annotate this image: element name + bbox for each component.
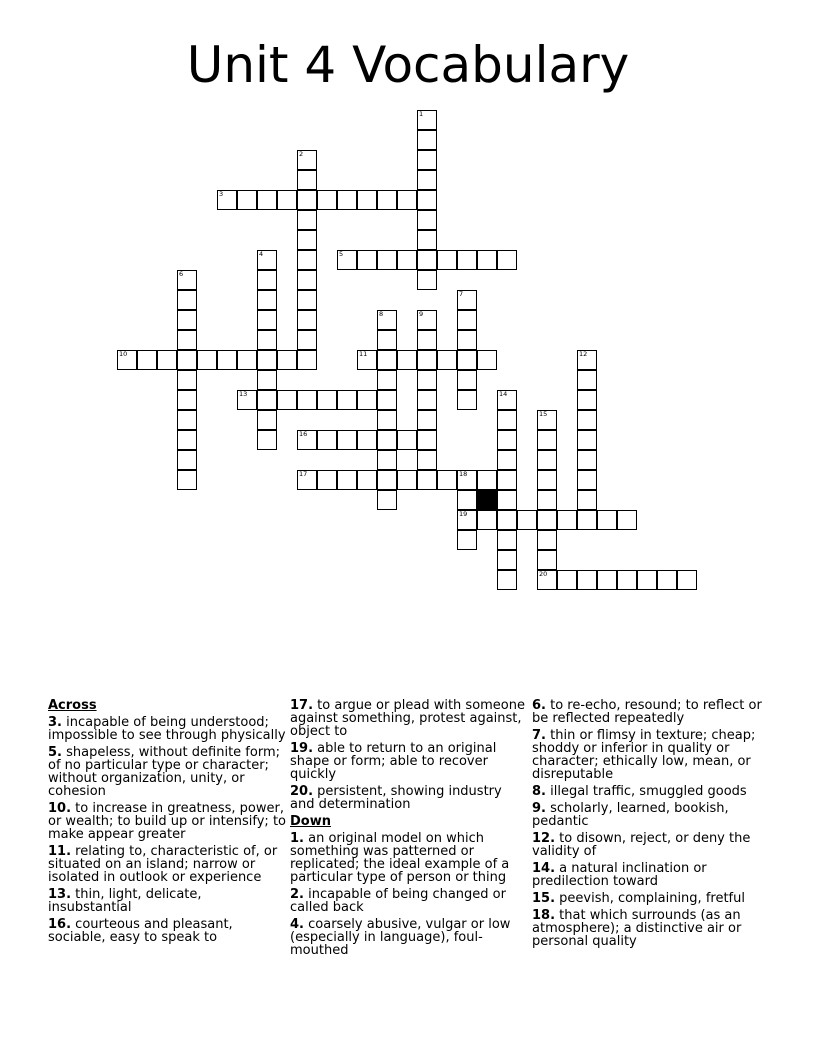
grid-cell — [217, 350, 237, 370]
grid-cell — [377, 330, 397, 350]
clue-across-13: 13. thin, light, delicate, insubstantial — [48, 887, 202, 915]
grid-cell — [137, 350, 157, 370]
grid-cell — [537, 490, 557, 510]
grid-cell — [377, 390, 397, 410]
grid-number-12: 12 — [579, 350, 588, 358]
grid-cell — [557, 570, 577, 590]
grid-cell — [197, 350, 217, 370]
grid-cell — [157, 350, 177, 370]
grid-cell — [257, 430, 277, 450]
grid-number-1: 1 — [419, 110, 424, 118]
grid-cell — [317, 470, 337, 490]
grid-cell — [417, 350, 437, 370]
clue-across-3: 3. incapable of being understood; impossible to see through physically — [48, 715, 286, 743]
grid-cell — [617, 510, 637, 530]
grid-cell — [497, 430, 517, 450]
grid-cell — [417, 410, 437, 430]
grid-cell — [177, 370, 197, 390]
grid-cell — [177, 470, 197, 490]
grid-cell — [577, 570, 597, 590]
grid-cell — [177, 290, 197, 310]
grid-cell — [297, 310, 317, 330]
grid-cell — [417, 210, 437, 230]
grid-cell — [417, 370, 437, 390]
grid-cell — [457, 490, 477, 510]
grid-cell — [537, 450, 557, 470]
grid-cell — [497, 530, 517, 550]
grid-cell — [257, 310, 277, 330]
grid-cell — [257, 330, 277, 350]
grid-cell — [297, 350, 317, 370]
grid-cell — [557, 510, 577, 530]
grid-cell — [437, 350, 457, 370]
grid-cell — [297, 170, 317, 190]
clue-across-11: 11. relating to, characteristic of, or situated on an island; narrow or isolated in outlook or experience — [48, 844, 278, 885]
grid-cell — [577, 410, 597, 430]
grid-cell — [457, 370, 477, 390]
clue-down-2: 2. incapable of being changed or called back — [290, 887, 506, 915]
grid-number-11: 11 — [359, 350, 368, 358]
grid-cell — [377, 370, 397, 390]
grid-cell — [357, 390, 377, 410]
grid-cell — [277, 190, 297, 210]
clue-down-8: 8. illegal traffic, smuggled goods — [532, 784, 747, 799]
down-heading: Down — [290, 814, 331, 829]
grid-cell — [497, 410, 517, 430]
grid-cell — [597, 570, 617, 590]
grid-number-14: 14 — [499, 390, 508, 398]
clue-down-18: 18. that which surrounds (as an atmosphere); a distinctive air or personal quality — [532, 908, 742, 949]
grid-cell-blocked — [477, 490, 497, 510]
grid-cell — [657, 570, 677, 590]
clue-column-1 — [48, 699, 288, 948]
grid-number-9: 9 — [419, 310, 424, 318]
grid-cell — [397, 190, 417, 210]
grid-cell — [397, 350, 417, 370]
grid-cell — [477, 350, 497, 370]
grid-cell — [417, 330, 437, 350]
clue-across-17: 17. to argue or plead with someone against something, protest against, object to — [290, 698, 525, 739]
grid-cell — [577, 510, 597, 530]
clue-down-7: 7. thin or flimsy in texture; cheap; shoddy or inferior in quality or character; ethically low, mean, or disreputable — [532, 728, 756, 782]
clue-across-20: 20. persistent, showing industry and determination — [290, 784, 502, 812]
clue-down-9: 9. scholarly, learned, bookish, pedantic — [532, 801, 729, 829]
grid-number-19: 19 — [459, 510, 468, 518]
grid-cell — [257, 270, 277, 290]
clue-down-15: 15. peevish, complaining, fretful — [532, 891, 745, 906]
grid-number-17: 17 — [299, 470, 308, 478]
grid-number-15: 15 — [539, 410, 548, 418]
grid-cell — [177, 310, 197, 330]
grid-cell — [537, 530, 557, 550]
grid-number-8: 8 — [379, 310, 384, 318]
grid-cell — [377, 490, 397, 510]
grid-cell — [337, 430, 357, 450]
grid-cell — [257, 190, 277, 210]
grid-cell — [537, 550, 557, 570]
grid-cell — [257, 370, 277, 390]
grid-cell — [377, 450, 397, 470]
grid-cell — [577, 470, 597, 490]
grid-cell — [177, 410, 197, 430]
grid-cell — [457, 330, 477, 350]
grid-cell — [517, 510, 537, 530]
clue-down-12: 12. to disown, reject, or deny the validity of — [532, 831, 751, 859]
grid-cell — [537, 470, 557, 490]
grid-cell — [677, 570, 697, 590]
grid-cell — [297, 330, 317, 350]
grid-cell — [437, 250, 457, 270]
grid-cell — [417, 170, 437, 190]
grid-cell — [357, 430, 377, 450]
grid-cell — [457, 390, 477, 410]
grid-cell — [297, 210, 317, 230]
grid-cell — [497, 570, 517, 590]
grid-cell — [317, 430, 337, 450]
grid-cell — [237, 190, 257, 210]
grid-cell — [497, 450, 517, 470]
grid-number-16: 16 — [299, 430, 308, 438]
grid-number-4: 4 — [259, 250, 264, 258]
grid-cell — [377, 470, 397, 490]
grid-cell — [417, 470, 437, 490]
grid-cell — [397, 430, 417, 450]
grid-cell — [577, 370, 597, 390]
grid-cell — [477, 510, 497, 530]
clue-across-5: 5. shapeless, without definite form; of no particular type or character; without organization, unity, or cohesion — [48, 745, 280, 799]
grid-cell — [477, 250, 497, 270]
grid-cell — [617, 570, 637, 590]
grid-cell — [177, 330, 197, 350]
grid-cell — [257, 290, 277, 310]
grid-number-5: 5 — [339, 250, 344, 258]
clue-down-14: 14. a natural inclination or predilection toward — [532, 861, 707, 889]
grid-cell — [577, 390, 597, 410]
grid-cell — [277, 350, 297, 370]
grid-number-2: 2 — [299, 150, 304, 158]
grid-cell — [177, 450, 197, 470]
clue-down-1: 1. an original model on which something was patterned or replicated; the ideal example of a particular type of person or thing — [290, 831, 510, 885]
grid-cell — [417, 390, 437, 410]
grid-cell — [637, 570, 657, 590]
grid-cell — [297, 270, 317, 290]
grid-cell — [417, 450, 437, 470]
grid-cell — [337, 470, 357, 490]
grid-cell — [177, 430, 197, 450]
grid-cell — [537, 510, 557, 530]
grid-cell — [257, 350, 277, 370]
grid-cell — [497, 250, 517, 270]
grid-cell — [457, 310, 477, 330]
grid-cell — [457, 530, 477, 550]
grid-cell — [577, 450, 597, 470]
grid-cell — [337, 190, 357, 210]
grid-cell — [577, 490, 597, 510]
grid-cell — [377, 190, 397, 210]
page-title: Unit 4 Vocabulary — [186, 36, 630, 94]
grid-number-6: 6 — [179, 270, 184, 278]
grid-cell — [397, 470, 417, 490]
grid-cell — [497, 470, 517, 490]
grid-cell — [377, 350, 397, 370]
grid-cell — [417, 130, 437, 150]
grid-cell — [317, 390, 337, 410]
grid-number-13: 13 — [239, 390, 248, 398]
clue-column-3 — [532, 699, 772, 952]
grid-cell — [417, 430, 437, 450]
across-heading: Across — [48, 698, 97, 713]
clue-across-16: 16. courteous and pleasant, sociable, easy to speak to — [48, 917, 233, 945]
grid-cell — [577, 430, 597, 450]
grid-cell — [477, 470, 497, 490]
grid-cell — [497, 510, 517, 530]
grid-cell — [277, 390, 297, 410]
clue-down-6: 6. to re-echo, resound; to reflect or be reflected repeatedly — [532, 698, 762, 726]
grid-cell — [597, 510, 617, 530]
grid-cell — [457, 250, 477, 270]
grid-cell — [177, 350, 197, 370]
grid-cell — [397, 250, 417, 270]
clue-column-2 — [290, 699, 530, 961]
grid-cell — [497, 490, 517, 510]
grid-cell — [237, 350, 257, 370]
grid-cell — [177, 390, 197, 410]
grid-cell — [297, 390, 317, 410]
clue-across-10: 10. to increase in greatness, power, or wealth; to build up or intensify; to make appear greater — [48, 801, 286, 842]
grid-cell — [417, 190, 437, 210]
clue-down-4: 4. coarsely abusive, vulgar or low (especially in language), foul-mouthed — [290, 917, 511, 958]
grid-cell — [417, 270, 437, 290]
grid-cell — [317, 190, 337, 210]
grid-cell — [377, 250, 397, 270]
grid-cell — [257, 390, 277, 410]
grid-cell — [357, 190, 377, 210]
grid-number-3: 3 — [219, 190, 224, 198]
grid-cell — [357, 470, 377, 490]
grid-cell — [297, 250, 317, 270]
grid-cell — [297, 290, 317, 310]
grid-cell — [337, 390, 357, 410]
grid-cell — [537, 430, 557, 450]
grid-cell — [497, 550, 517, 570]
grid-number-7: 7 — [459, 290, 464, 298]
grid-number-18: 18 — [459, 470, 468, 478]
grid-cell — [437, 470, 457, 490]
grid-cell — [457, 350, 477, 370]
grid-cell — [297, 230, 317, 250]
grid-cell — [297, 190, 317, 210]
grid-cell — [417, 230, 437, 250]
grid-cell — [417, 250, 437, 270]
grid-cell — [377, 410, 397, 430]
grid-cell — [417, 150, 437, 170]
grid-cell — [377, 430, 397, 450]
grid-cell — [257, 410, 277, 430]
grid-number-10: 10 — [119, 350, 128, 358]
clue-across-19: 19. able to return to an original shape or form; able to recover quickly — [290, 741, 497, 782]
grid-cell — [357, 250, 377, 270]
grid-number-20: 20 — [539, 570, 548, 578]
